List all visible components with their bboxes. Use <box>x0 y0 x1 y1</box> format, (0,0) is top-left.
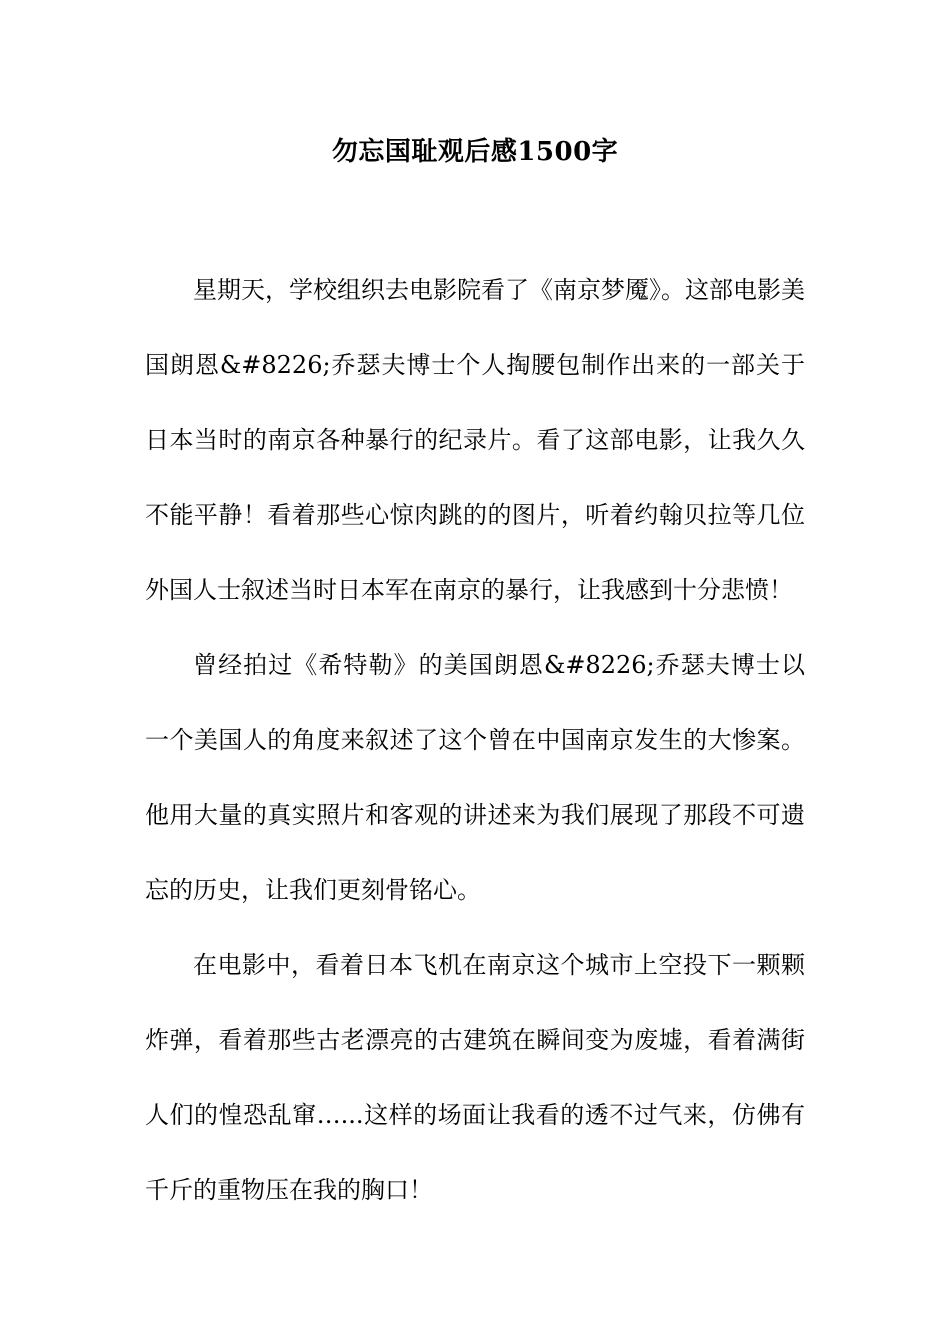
paragraph-2: 曾经拍过《希特勒》的美国朗恩&#8226;乔瑟夫博士以一个美国人的角度来叙述了这个曾在中国南京发生的大惨案。他用大量的真实照片和客观的讲述来为我们展现了那段不可遗忘的历史，让我们更刻骨铭心。 <box>145 651 805 904</box>
paragraph-3: 在电影中，看着日本飞机在南京这个城市上空投下一颗颗炸弹，看着那些古老漂亮的古建筑在瞬间变为废墟，看着满街人们的惶恐乱窜…...这样的场面让我看的透不过气来，仿佛有千斤的重物压在我的胸口！ <box>145 951 805 1204</box>
document-body <box>145 253 805 1228</box>
document-title: 勿忘国耻观后感1500字 <box>331 137 619 167</box>
paragraph-1: 星期天，学校组织去电影院看了《南京梦魇》。这部电影美国朗恩&#8226;乔瑟夫博士个人掏腰包制作出来的一部关于日本当时的南京各种暴行的纪录片。看了这部电影，让我久久不能平静！看着那些心惊肉跳的的图片，听着约翰贝拉等几位外国人士叙述当时日本军在南京的暴行，让我感到十分悲愤！ <box>145 276 805 604</box>
